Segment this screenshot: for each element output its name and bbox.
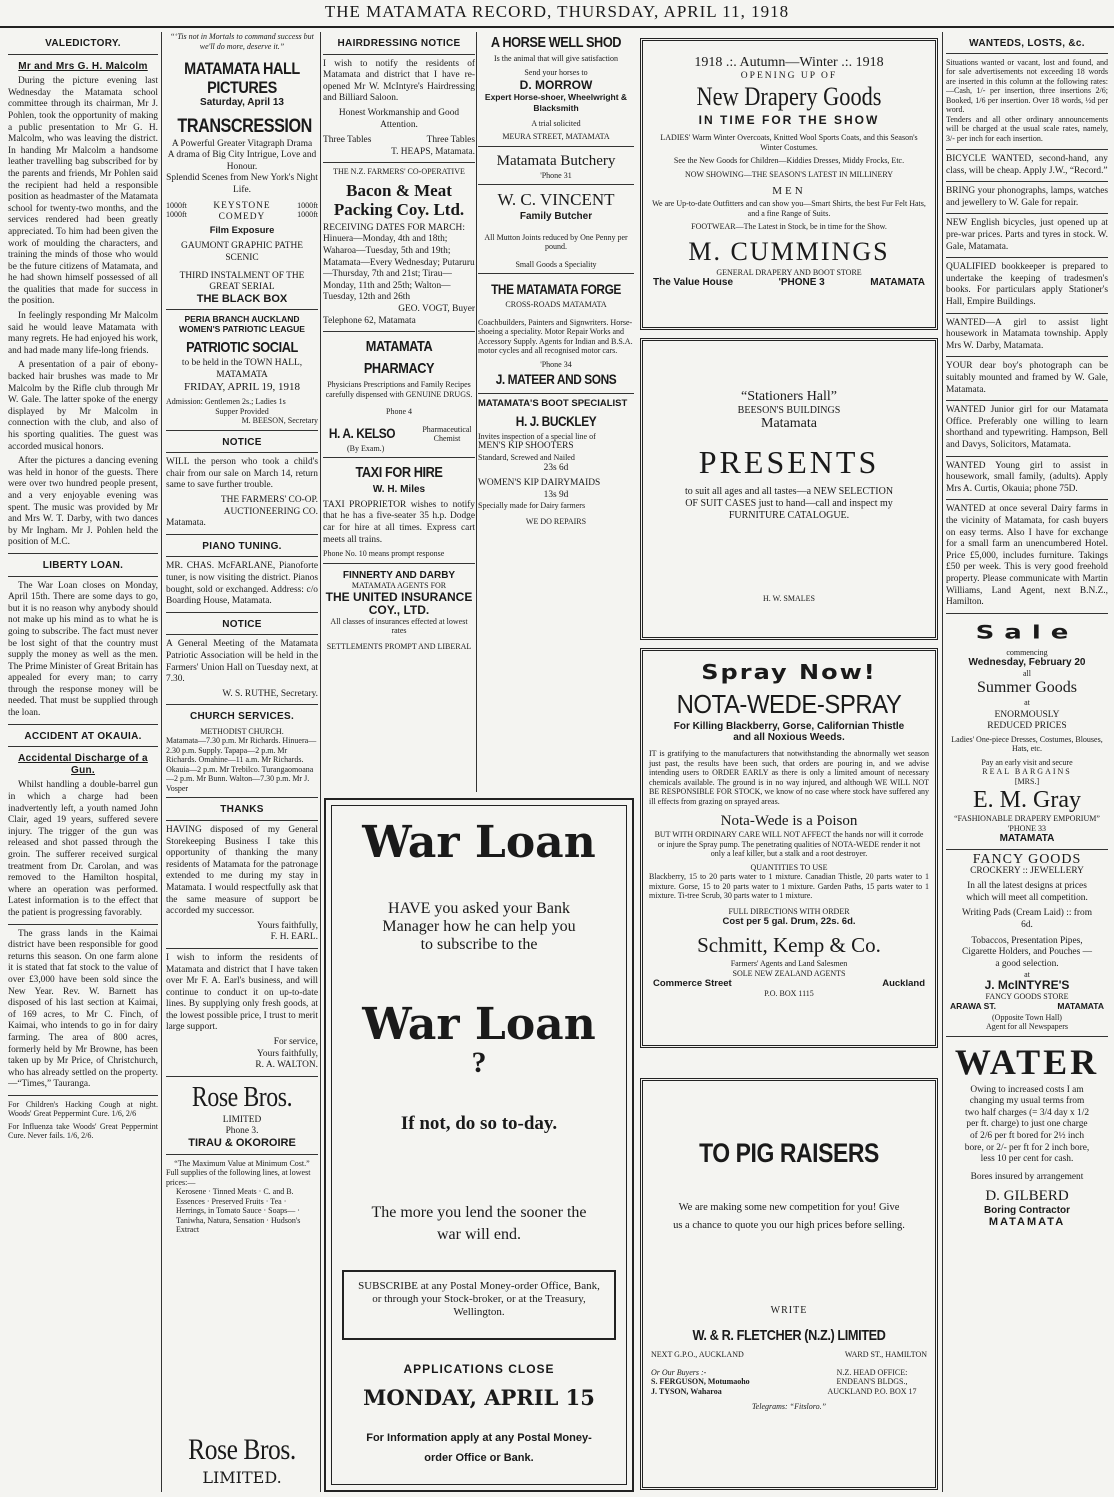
classified-ad: WANTED Young girl to assist in housework, small family, (adults). Apply Mrs A. Curtis, Okauia; phone 75D.	[946, 460, 1108, 494]
head-office: N.Z. HEAD OFFICE: ENDEAN'S BLDGS., AUCKLAND P.O. BOX 17	[827, 1367, 917, 1396]
cummings-ad	[640, 38, 938, 330]
kelso-chemist: Pharmaceutical Chemist	[422, 424, 472, 444]
classified-ad: BRING your phonographs, lamps, watches and jewellery to W. Gale for repair.	[946, 186, 1108, 208]
vogt: GEO. VOGT, Buyer	[398, 304, 475, 314]
classified-ad: WANTED at once several Dairy farms in the vicinity of Matamata, for cash buyers on easy terms. Also I have for exchange for a small farm an unencumbered Hotel. Price £5,000, includes furniture. Takings £50 per week. This is very good freehold property. Please communicate with Martin Williams, Land Agent, next B.N.Z., Hamilton.	[946, 504, 1108, 608]
accident-heading: ACCIDENT AT OKAUIA.	[24, 730, 142, 742]
latest-designs: In all the latest designs at prices which will meet all competition.	[966, 881, 1088, 903]
film-desc: A drama of Big City Intrigue, Love and Honour.	[167, 150, 317, 172]
fashion: “FASHIONABLE DRAPERY EMPORIUM”	[954, 814, 1100, 824]
writing-pads: Writing Pads (Cream Laid) :: from 6d.	[961, 908, 1093, 931]
cummings-name: M. CUMMINGS	[688, 236, 890, 266]
keystone-comedy: KEYSTONE COMEDY	[213, 200, 271, 223]
mat-place: MATAMATA	[1057, 1001, 1104, 1011]
peria-league: PERIA BRANCH AUCKLAND WOMEN'S PATRIOTIC LEAGUE	[179, 314, 305, 335]
fletcher-ward: WARD ST., HAMILTON	[844, 1350, 927, 1359]
opening: OPENING UP OF	[740, 71, 838, 81]
poison-text: BUT WITH ORDINARY CARE WILL NOT AFFECT the hands nor will it corrode or injure the Spray pump. The penetrating qualities of NOTA-WEDE render it not only a leaf killer, but a stalk and a root destroyer.	[654, 830, 924, 858]
united-insurance: THE UNITED INSURANCE COY., LTD.	[325, 589, 473, 617]
walton-sign: R. A. WALTON.	[255, 1060, 318, 1071]
qty-text: Blackberry, 15 to 20 parts water to 1 mixture. Canadian Thistle, 20 parts water to 1 mixture. Gorse, 15 to 20 parts water to 1 mixture. Garden Paths, 15 parts water to 1 mixture. Ti-tree Scrub, 30 parts water to 1 mixture.	[649, 872, 929, 900]
nota-wede-ad	[640, 648, 938, 1048]
enormously: ENORMOUSLY REDUCED PRICES	[987, 709, 1067, 732]
war-loan-title: War Loan	[362, 817, 596, 868]
boring-contractor: Boring Contractor	[983, 1205, 1071, 1217]
tables: Three Tables	[323, 135, 372, 146]
buckley-text: Invites inspection of a special line of	[478, 431, 596, 441]
fletcher-next: NEXT G.P.O., AUCKLAND	[651, 1350, 744, 1359]
heaps-sign: T. HEAPS, Matamata.	[391, 146, 475, 157]
mcintyre-name: J. McINTYRE'S	[984, 977, 1070, 992]
gray-name: E. M. Gray	[973, 787, 1081, 814]
classified-ad: WANTED Junior girl for our Matamata Office. Preferably one willing to learn shorthand and typewriting. Hampson, Bell and Davys, Solicitors, Matamata.	[946, 405, 1108, 450]
meura: MEURA STREET, MATAMATA	[502, 132, 610, 142]
valedictory-heading: VALEDICTORY.	[45, 38, 121, 49]
column-rule	[320, 32, 321, 1492]
cummings-place: MATAMATA	[870, 277, 925, 288]
column-news	[8, 32, 158, 1492]
value-house: The Value House	[653, 277, 734, 288]
thanks-sign: F. H. EARL.	[270, 932, 318, 943]
war-loan-question: ?	[471, 1046, 487, 1079]
rose-items: Kerosene · Tinned Meats · C. and B. Essences · Preserved Fruits · Tea · Herrings, in Tomato Sauce · Soaps— · Taniwha, Natura, Sensation · Hudson's Extract	[176, 1187, 301, 1235]
butchery-phone: 'Phone 31	[540, 170, 572, 180]
real-bargains: REAL BARGAINS	[982, 767, 1072, 777]
bacon-tel: Telephone 62, Matamata	[323, 315, 416, 326]
sale-title: Sale	[975, 622, 1079, 644]
horse-text: Is the animal that will give satisfaction	[494, 54, 618, 63]
nota-wede-name: NOTA-WEDE-SPRAY	[676, 689, 902, 719]
water-title: WATER	[954, 1041, 1100, 1082]
trial: A trial solicited	[531, 118, 581, 128]
schmitt-agents: Farmers' Agents and Land Salesmen	[730, 959, 848, 968]
pay-visit: Pay an early visit and secure	[981, 757, 1073, 767]
notice-heading: NOTICE	[222, 618, 262, 630]
agents: MATAMATA AGENTS FOR	[351, 581, 447, 591]
pharmacy-phone: Phone 4	[386, 407, 412, 417]
article-paragraph: The grass lands in the Kaimai district have been responsible for good returns this season. On one farm alone it is stated that fat stock to the value of over £3,000 have been sold since the New Year. Rev. W. Barnett has disposed of his last section at Kaimai, of 169 acres, to Mr C. Finch, of Kaimai, who intends to go in for dairy farming. The area of 800 acres, formerly held by Mr Browne, has been taken up by Mr Price, of Christchurch, who has already settled on the property.—“Times,” Tauranga.	[8, 928, 158, 1090]
rose-phone: Phone 3.	[225, 1126, 259, 1137]
column-classifieds	[946, 32, 1108, 1492]
sale-date: Wednesday, February 20	[968, 657, 1086, 669]
piano-heading: PIANO TUNING.	[202, 540, 282, 552]
crockery: CROCKERY :: JEWELLERY	[970, 865, 1084, 876]
malcolm-subheading: Mr and Mrs G. H. Malcolm	[18, 60, 148, 72]
sale-all: all	[1023, 668, 1031, 678]
if-not: If not, do so to-day.	[400, 1113, 558, 1134]
pharmacy-text: Physicians Prescriptions and Family Recipes carefully dispensed with GENUINE DRUGS.	[325, 380, 473, 399]
bores-text: Bores insured by arrangement	[970, 1171, 1084, 1182]
in-time: IN TIME FOR THE SHOW	[698, 113, 880, 127]
gray-phone: 'PHONE 33	[1007, 823, 1047, 833]
schmitt-sole: SOLE NEW ZEALAND AGENTS	[732, 968, 846, 978]
article-paragraph: Whilst handling a double-barrel gun in which a charge had been inadvertently left, a youth named John Clair, aged 19 years, suffered severe injury. The trigger of the gun was released and shot passed through the groin. The sufferer received surgical treatment from Dr. Carolan, and was removed to the Hamilton hospital, where an operation was performed. Latest information is to the effect that the patient is progressing favorably.	[8, 780, 158, 918]
presents-text: to suit all ages and all tastes—a NEW SELECTION OF SUIT CASES just to hand—call and inspect my FURNITURE CATALOGUE.	[684, 486, 894, 521]
walton-sign: For service,	[273, 1037, 318, 1048]
stationers-title: “Stationers Hall”	[740, 389, 838, 404]
mrs: [MRS.]	[1014, 776, 1040, 786]
film-title: TRANSCRESSION	[177, 115, 312, 137]
church-sub: METHODIST CHURCH.	[200, 726, 284, 736]
gilberd-place: MATAMATA	[988, 1215, 1066, 1228]
buckley-name: H. J. BUCKLEY	[515, 412, 597, 429]
nz-farmers: THE N.Z. FARMERS' CO-OPERATIVE	[333, 167, 465, 177]
secretary: M. BEESON, Secretary	[241, 416, 318, 426]
subscribe-box: SUBSCRIBE at any Postal Money-order Office, Bank, or through your Stock-broker, or at the Treasury, Wellington.	[342, 1270, 616, 1340]
pig-title: TO PIG RAISERS	[699, 1138, 879, 1168]
see-line: See the New Goods for Children—Kiddies Dresses, Middy Frocks, Etc.	[673, 156, 905, 165]
column-notices	[166, 32, 318, 1492]
womens-kip: WOMEN'S KIP DAIRYMAIDS	[478, 478, 601, 489]
dairy-text: Specially made for Dairy farmers	[478, 501, 586, 511]
walton-text: I wish to inform the residents of Matamata and district that I have taken over Mr F. A. Earl's business, and will continue to conduct it on up-to-date lines. By supplying only fresh goods, at the lowest possible price, I trust to merit large support.	[166, 952, 318, 1033]
at: at	[1024, 970, 1030, 980]
fancy-store: FANCY GOODS STORE	[985, 991, 1069, 1001]
schmitt-box: P.O. BOX 1115	[764, 989, 814, 998]
hair-text: Honest Workmanship and Good Attention.	[338, 107, 460, 130]
tenders-text: Tenders and all other ordinary announcements will be charged at the usual scale rates, namely, 3/- per inch for each insertion.	[946, 114, 1108, 143]
united-text: All classes of insurances effected at lowest rates	[330, 616, 468, 636]
men-text: We are Up-to-date Outfitters and can show you—Smart Shirts, the best Fur Felt Hats, and a fine Range of Suits.	[652, 199, 926, 218]
family-butcher: Family Butcher	[519, 211, 593, 223]
supper: Supper Provided	[215, 406, 269, 416]
classified-ad: YOUR dear boy's photograph can be suitably mounted and framed by W. Gale, Matamata.	[946, 361, 1108, 395]
liberty-loan-heading: LIBERTY LOAN.	[42, 559, 124, 571]
serial-name: THE BLACK BOX	[196, 292, 288, 305]
forge-title: THE MATAMATA FORGE	[491, 281, 621, 298]
presents: PRESENTS	[698, 444, 880, 480]
gilberd-name: D. GILBERD	[985, 1188, 1069, 1205]
rose-quote: “The Maximum Value at Minimum Cost.”	[174, 1158, 310, 1168]
mutton-text: All Mutton Joints reduced by One Penny per pound.	[484, 232, 628, 252]
war-loan-ad	[324, 798, 634, 1492]
smales: H. W. SMALES	[762, 593, 815, 603]
spray-cost: Cost per 5 gal. Drum, 22s. 6d.	[722, 916, 856, 927]
rose-bros-footer	[166, 1432, 318, 1492]
gray-place: MATAMATA	[999, 833, 1055, 845]
article-paragraph: In feelingly responding Mr Malcolm said he would leave Matamata with many regrets. He had enjoyed his work, and had made many life-long friends.	[8, 311, 158, 356]
stationers-ad	[640, 338, 938, 640]
article-paragraph: The War Loan closes on Monday, April 15th. There are some days to go, but it is no reason why anybody should not make up his mind as to what he is going to subscribe. The fact must never be lost sight of that the country must supply the money as well as the men. The Prime Minister of Great Britain has appealed for every man; to carry through the response money will be needed. That must be supplied through the loan.	[8, 580, 158, 719]
kelso-name: H. A. KELSO	[328, 425, 396, 442]
taxi-name: W. H. Miles	[372, 484, 426, 496]
thanks-heading: THANKS	[220, 804, 264, 816]
arawa-st: ARAWA ST.	[950, 1001, 996, 1011]
morrow-name: D. MORROW	[519, 78, 593, 92]
thanks-text: HAVING disposed of my General Storekeeping Business I take this opportunity of thanking the many residents of Matamata for the patronage extended to me during my stay in Matamata. I would respectfully ask that the same measure of support be accorded my successor.	[166, 824, 318, 917]
boot-title: MATAMATA'S BOOT SPECIALIST	[478, 398, 628, 410]
film-desc: A Powerful Greater Vitagraph Drama	[171, 138, 313, 149]
woods-ad: For Children's Hacking Cough at night. Woods' Great Peppermint Cure. 1/6, 2/6	[8, 1099, 158, 1119]
thanks-sign: Yours faithfully,	[257, 920, 318, 931]
settlements: SETTLEMENTS PROMPT AND LIBERAL	[326, 641, 472, 651]
gaumont: GAUMONT GRAPHIC PATHE SCENIC	[181, 241, 303, 263]
stationers-town: Matamata	[761, 416, 817, 431]
taxi-phone: Phone No. 10 means prompt response	[323, 549, 445, 559]
notice-signature: W. S. RUTHE, Secretary.	[222, 688, 318, 699]
taxi-text: TAXI PROPRIETOR wishes to notify that he has a five-seater 35 h.p. Dodge car for hire at all times. Express cart meets all trains.	[323, 499, 475, 545]
masthead: THE MATAMATA RECORD, THURSDAY, APRIL 11, 1918	[0, 0, 1114, 28]
classified-ad: NEW English bicycles, just opened up at pre-war prices. Parts and tyres in stock. W. Gale, Matamata.	[946, 218, 1108, 252]
article-paragraph: A presentation of a pair of ebony-backed hair brushes was made to Mr Malcolm by the Rifle club through Mr W. Gale. The latter spoke of the energy displayed by Mr Malcolm in connection with the club, and also of his sporting qualities. The guest was accorded musical honors.	[8, 360, 158, 452]
womens-price: 13s 9d	[543, 489, 569, 500]
opposite-hall: (Opposite Town Hall)	[992, 1012, 1062, 1022]
quote: “‘Tis not in Mortals to command success but we'll do more, deserve it.”	[170, 32, 314, 51]
column-ads-b	[478, 32, 634, 792]
close-date: MONDAY, APRIL 15	[363, 1385, 595, 1410]
tobacco: Tobaccos, Presentation Pipes, Cigarette Holders, and Pouches — a good selection.	[962, 935, 1092, 969]
notice-text: A General Meeting of the Matamata Patriotic Association will be held in the Farmers' Union Hall on Tuesday next, at 7.30.	[166, 639, 318, 685]
patriotic-social: PATRIOTIC SOCIAL	[186, 339, 298, 357]
bacon-title: Bacon & Meat Packing Coy. Ltd.	[333, 180, 465, 219]
serial: THIRD INSTALMENT OF THE GREAT SERIAL	[179, 270, 305, 293]
qty-heading: QUANTITIES TO USE	[750, 862, 828, 872]
kip-price: 23s 6d	[543, 462, 569, 473]
rose-limited: LIMITED.	[202, 1468, 282, 1487]
accident-subheading: Accidental Discharge of a Gun.	[18, 753, 148, 776]
summer-goods: Summer Goods	[977, 679, 1077, 697]
classified-ad: BICYCLE WANTED, second-hand, any class, will be cheap. Apply J.W., “Record.”	[946, 154, 1108, 176]
showing-line: NOW SHOWING—THE SEASON'S LATEST IN MILLINERY	[684, 169, 894, 179]
notice-signature: THE FARMERS' CO-OP. AUCTIONEERING CO.	[220, 494, 318, 517]
poison-heading: Nota-Wede is a Poison	[720, 813, 858, 829]
church-heading: CHURCH SERVICES.	[189, 711, 295, 723]
more-you-lend: The more you lend the sooner the war will end.	[371, 1204, 587, 1243]
social-date: FRIDAY, APRIL 19, 1918	[183, 380, 301, 393]
rates-text: Situations wanted or vacant, lost and found, and for sale advertisements not exceeding 18 words are inserted in this column at the following rates:—Cash, 1/- per insertion, three insertions 2/6; Booked, 1/6 per insertion. Over 18 words, ½d per word.	[946, 57, 1108, 115]
war-loan-title: War Loan	[362, 999, 596, 1050]
wanteds-heading: WANTEDS, LOSTS, &c.	[946, 38, 1108, 54]
rose-place: TIRAU & OKOROIRE	[188, 1137, 296, 1150]
season-line: 1918 .:. Autumn—Winter .:. 1918	[694, 55, 884, 70]
ladies-line: LADIES' Warm Winter Overcoats, Knitted Wool Sports Coats, and this Season's Winter Costumes.	[660, 133, 918, 152]
info-apply: For Information apply at any Postal Money-order Office or Bank.	[366, 1432, 592, 1464]
applications-close: APPLICATIONS CLOSE	[403, 1362, 555, 1376]
schmitt-name: Schmitt, Kemp & Co.	[697, 933, 881, 957]
column-rule	[942, 32, 943, 1492]
spray-text: IT is gratifying to the manufacturers that notwithstanding the abnormally wet season just past, the results have been such, that orders are pouring in, and we advise intending users to ORDER EARLY as there is only a limited amount of necessary chemicals available. The ground is in no way injured, and although WE WILL NOT BE RESPONSIBLE FOR STOCK, we know of no case where stock have suffered any ill effects from grazing on sprayed areas.	[649, 749, 929, 806]
ladies-dresses: Ladies' One-piece Dresses, Costumes, Blouses, Hats, etc.	[951, 734, 1103, 754]
bacon-dates: RECEIVING DATES FOR MARCH: Hinuera—Monday, 4th and 18th; Waharoa—Tuesday, 5th and 19th; Matamata—Every Wednesday; Putaruru—Thursday, 7th and 21st; Tirau—Monday, 11th and 25th; Walton—Tuesday, 12th and 26th	[323, 222, 475, 303]
cummings-general: GENERAL DRAPERY AND BOOT STORE	[716, 267, 862, 277]
woods-ad: For Influenza take Woods' Great Peppermint Cure. Never fails. 1/6, 2/6.	[8, 1121, 158, 1141]
fancy-goods: FANCY GOODS	[972, 852, 1082, 868]
cummings-phone: 'PHONE 3	[778, 277, 825, 288]
classified-ad: QUALIFIED bookkeeper is prepared to undertake the keeping of tradesmen's books. For particulars apply Stationer's Hall, Empire Buildings.	[946, 262, 1108, 308]
small-goods: Small Goods a Speciality	[515, 259, 597, 269]
kip-sub: Standard, Screwed and Nailed	[478, 453, 575, 463]
walton-sign: Yours faithfully,	[257, 1048, 318, 1059]
directions: FULL DIRECTIONS WITH ORDER	[728, 906, 850, 916]
pharmacy-title: MATAMATA PHARMACY	[363, 338, 435, 378]
schmitt-street: Commerce Street	[653, 978, 732, 989]
piano-text: MR. CHAS. McFARLANE, Pianoforte tuner, is now visiting the district. Pianos bought, sold or exchanged. Address: c/o Boarding House, Matamata.	[166, 561, 318, 607]
schmitt-city: Auckland	[882, 978, 925, 989]
taxi-title: TAXI FOR HIRE	[355, 464, 443, 482]
water-text: Owing to increased costs I am changing my usual terms from two half charges (= 3/4 day x 1/2 per ft. charge) to just one charge of 2/6 per ft bored for 2½ inch bore, or 2/- per ft for 2 inch bore, less 10 per cent for cash.	[964, 1084, 1090, 1165]
reel-length: 1000ft 1000ft	[166, 200, 187, 220]
social-venue: to be held in the TOWN HALL, MATAMATA	[181, 358, 303, 380]
hair-text: I wish to notify the residents of Matamata and district that I have re-opened Mr W. McIntyre's Hairdressing and Billiard Saloon.	[323, 58, 475, 104]
column-rule	[476, 32, 477, 792]
notice-place: Matamata.	[166, 518, 206, 529]
horse-title: A HORSE WELL SHOD	[490, 34, 622, 51]
admission: Admission: Gentlemen 2s.; Ladies 1s	[166, 397, 286, 407]
butchery-title: Matamata Butchery	[496, 152, 616, 169]
sale-at: at	[1024, 698, 1030, 708]
buyers-label: Or Our Buyers :-	[651, 1367, 707, 1377]
rose-list: Full supplies of the following lines, at lowest prices:—	[166, 1168, 311, 1187]
buyer: S. FERGUSON, Motumaoho	[651, 1377, 750, 1386]
commencing: commencing	[1006, 647, 1048, 657]
tables: Three Tables	[426, 135, 475, 146]
repairs: WE DO REPAIRS	[525, 516, 587, 526]
article-paragraph: During the picture evening last Wednesday the Matamata school committee through its chairman, Mr J. Pohlen, took the opportunity of making a public presentation to Mr G. H. Malcolm, who was leaving the district. In handing Mr Malcolm a handsome leather travelling bag subscribed for by the parents and friends, Mr Pohlen said the recipient had held a responsible position as headmaster of the Matamata school for twenty-two months, and the services rendered had been greatly appreciated. To him had been given the work of moulding the characters, and training the minds of those who would be the future citizens of Matamata, and he had shown himself possessed of all the qualities that made for success in the position.	[8, 76, 158, 307]
hall-title: MATAMATA HALL PICTURES	[184, 59, 300, 97]
column-rule	[161, 32, 162, 1492]
rose-bros-title: Rose Bros.	[191, 1081, 293, 1113]
morrow-sub: Expert Horse-shoer, Wheelwright & Blacksmith	[484, 91, 628, 114]
pig-raisers-ad	[640, 1078, 938, 1490]
fletcher-name: W. & R. FLETCHER (N.Z.) LIMITED	[692, 1327, 886, 1344]
church-lines: Matamata—7.30 p.m. Mr Richards. Hinuera—2.30 p.m. Supply. Tapapa—2 p.m. Mr Richards. Omahine—11 a.m. Mr Richards. Okauia—2 p.m. Mr Trebilco. Turangaomoana—2 p.m. Mr Bunn. Walton—7.30 p.m. Mr J. Vosper	[166, 736, 317, 793]
spray-now: Spray Now!	[701, 660, 877, 684]
stationers-bldg: BEESON'S BUILDINGS	[737, 405, 841, 416]
mateer-name: J. MATEER AND SONS	[495, 371, 617, 388]
forge-phone: 'Phone 34	[540, 359, 572, 369]
column-ads-a	[323, 32, 475, 792]
rose-bros-title: Rose Bros.	[188, 1433, 296, 1466]
new-drapery: New Drapery Goods	[696, 82, 882, 111]
forge-sub: CROSS-ROADS MATAMATA	[505, 300, 607, 310]
buyer: J. TYSON, Waharoa	[651, 1386, 722, 1396]
vincent-name: W. C. VINCENT	[497, 190, 615, 210]
spray-for: For Killing Blackberry, Gorse, Californian Thistle and all Noxious Weeds.	[673, 721, 905, 743]
notice-heading: NOTICE	[222, 436, 262, 448]
film-desc: Splendid Scenes from New York's Night Life.	[166, 173, 318, 195]
newspaper-agent: Agent for all Newspapers	[986, 1022, 1068, 1032]
article-paragraph: After the pictures a dancing evening was held in honor of the guests. There were over two hundred people present, and a very enjoyable evening was spent. The music was provided by Mr and Mrs W. T. Darby, with two dances by Mr Ingham. Mr J. Pohlen held the position of M.C.	[8, 456, 158, 548]
rose-limited: LIMITED	[222, 1114, 262, 1125]
men-heading: MEN	[772, 185, 806, 197]
telegrams: Telegrams: “Fitsloro.”	[751, 1402, 827, 1411]
pig-write: WRITE	[770, 1305, 808, 1316]
hall-date: Saturday, April 13	[200, 97, 284, 108]
pig-text: We are making some new competition for you! Give us a chance to quote you our high prices before selling.	[673, 1202, 905, 1231]
classified-ad: WANTED—A girl to assist light housework in Matamata township. Apply Mrs W. Darby, Matamata.	[946, 317, 1108, 351]
film-exposure: Film Exposure	[209, 223, 275, 235]
hairdressing-heading: HAIRDRESSING NOTICE	[337, 38, 461, 49]
war-loan-text: HAVE you asked your Bank Manager how he can help you to subscribe to the	[382, 900, 576, 953]
kelso-exam: (By Exam.)	[347, 443, 385, 453]
finnerty: FINNERTY AND DARBY	[342, 569, 456, 581]
forge-text: Coachbuilders, Painters and Signwriters. Horse-shoeing a speciality. Motor Repair Works and Accessory Supply. Agents for Indian and B.S.A. motor cycles and all recognised motor cars.	[478, 317, 633, 356]
kip-title: MEN'S KIP SHOOTERS	[478, 441, 574, 452]
footwear: FOOTWEAR—The Latest in Stock, be in time for the Show.	[691, 222, 887, 231]
reel-length: 1000ft 1000ft	[297, 200, 318, 220]
horse-send: Send your horses to	[524, 67, 588, 77]
notice-text: WILL the person who took a child's chair from our sale on March 14, return same to save further trouble.	[166, 457, 318, 491]
